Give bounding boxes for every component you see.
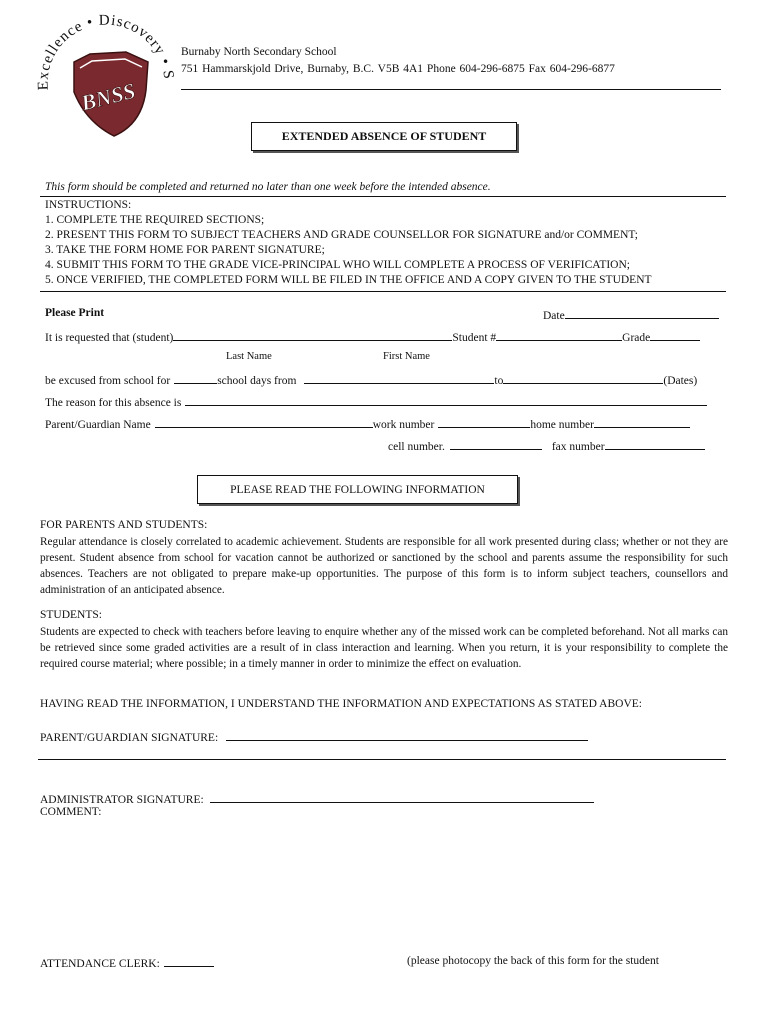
attendance-clerk-label: ATTENDANCE CLERK: xyxy=(40,958,160,970)
date-field[interactable] xyxy=(543,307,719,322)
logo-text: BNSS xyxy=(78,77,138,116)
parents-students-heading: FOR PARENTS AND STUDENTS: xyxy=(40,519,208,531)
fax-number-input-line[interactable] xyxy=(605,438,705,450)
comment-label: COMMENT: xyxy=(40,806,102,818)
contact-numbers-row xyxy=(388,438,705,453)
work-number-input-line[interactable] xyxy=(438,416,530,428)
attendance-clerk-row xyxy=(40,955,214,970)
attendance-clerk-input-line[interactable] xyxy=(164,955,214,967)
date-label: Date xyxy=(543,310,565,322)
form-title-box xyxy=(251,122,517,151)
first-name-caption: First Name xyxy=(383,351,430,362)
instructions-top-rule xyxy=(40,196,726,197)
student-number-input-line[interactable] xyxy=(496,329,622,341)
school-name: Burnaby North Secondary School xyxy=(181,46,337,58)
intro-note: This form should be completed and returned no later than one week before the intended absence. xyxy=(45,181,491,193)
excused-row xyxy=(45,372,697,387)
admin-signature-row xyxy=(40,791,594,806)
days-count-input-line[interactable] xyxy=(174,372,217,384)
instruction-item: 2. PRESENT THIS FORM TO SUBJECT TEACHERS AND GRADE COUNSELLOR FOR SIGNATURE and/or COMMENT; xyxy=(45,229,638,241)
cell-number-label: cell number. xyxy=(388,441,445,453)
parent-name-input-line[interactable] xyxy=(155,416,373,428)
date-input-line[interactable] xyxy=(565,307,719,319)
student-number-label: Student # xyxy=(452,332,497,344)
reason-row xyxy=(45,394,707,409)
from-date-input-line[interactable] xyxy=(304,372,494,384)
admin-signature-label: ADMINISTRATOR SIGNATURE: xyxy=(40,794,204,806)
last-name-caption: Last Name xyxy=(226,351,272,362)
student-name-input-line[interactable] xyxy=(173,329,452,341)
parent-name-label: Parent/Guardian Name xyxy=(45,419,151,431)
work-number-label: work number xyxy=(372,419,435,431)
acknowledgement-text: HAVING READ THE INFORMATION, I UNDERSTAND THE INFORMATION AND EXPECTATIONS AS STATED ABOVE: xyxy=(40,698,642,710)
signature-divider xyxy=(38,759,726,760)
parent-signature-input-line[interactable] xyxy=(226,729,588,741)
reason-label: The reason for this absence is xyxy=(45,397,182,409)
parent-signature-label: PARENT/GUARDIAN SIGNATURE: xyxy=(40,732,219,744)
read-info-heading: PLEASE READ THE FOLLOWING INFORMATION xyxy=(230,483,485,496)
read-info-box xyxy=(197,475,518,504)
grade-input-line[interactable] xyxy=(650,329,700,341)
grade-label: Grade xyxy=(622,332,651,344)
admin-signature-input-line[interactable] xyxy=(210,791,594,803)
requested-label: It is requested that (student) xyxy=(45,332,174,344)
students-body: Students are expected to check with teachers before leaving to enquire whether any of the missed work can be completed beforehand. Not all marks can be retrieved since some graded activities are a result of in class interaction and learning. When you return, it is your responsibility to complete the required course material; where possible; in a timely manner in order to minimize the effect on evaluation. xyxy=(40,626,728,670)
parent-name-row xyxy=(45,416,690,431)
reason-input-line[interactable] xyxy=(185,394,707,406)
school-days-from-label: school days from xyxy=(217,375,297,387)
instruction-item: 1. COMPLETE THE REQUIRED SECTIONS; xyxy=(45,214,265,226)
instruction-item: 4. SUBMIT THIS FORM TO THE GRADE VICE-PRINCIPAL WHO WILL COMPLETE A PROCESS OF VERIFICATION; xyxy=(45,259,630,271)
student-request-row xyxy=(45,329,700,344)
photocopy-note: (please photocopy the back of this form for the student xyxy=(407,955,659,967)
instructions-heading: INSTRUCTIONS: xyxy=(45,199,132,211)
home-number-label: home number xyxy=(530,419,594,431)
instruction-item: 5. ONCE VERIFIED, THE COMPLETED FORM WILL BE FILED IN THE OFFICE AND A COPY GIVEN TO THE STUDENT xyxy=(45,274,652,286)
fax-number-label: fax number xyxy=(551,441,605,453)
header-rule xyxy=(181,89,721,90)
parents-students-body: Regular attendance is closely correlated to academic achievement. Students are responsible for all work presented during class; whether or not they are present. Student absence from school for vacation cannot be authorized or sanctioned by the school and parents assume the responsibility for such absences. Teachers are not obligated to prepare make-up opportunities. The purpose of this form is to inform subject teachers, counsellors and administration of an anticipated absence. xyxy=(40,536,728,596)
please-print-label: Please Print xyxy=(45,307,105,319)
form-title: EXTENDED ABSENCE OF STUDENT xyxy=(281,129,487,143)
cell-number-input-line[interactable] xyxy=(450,438,542,450)
home-number-input-line[interactable] xyxy=(594,416,690,428)
school-logo xyxy=(30,12,175,142)
instructions-bottom-rule xyxy=(40,291,726,292)
excused-label: be excused from school for xyxy=(45,375,171,387)
instruction-item: 3. TAKE THE FORM HOME FOR PARENT SIGNATURE; xyxy=(45,244,325,256)
students-heading: STUDENTS: xyxy=(40,609,102,621)
dates-label: (Dates) xyxy=(663,375,698,387)
to-label: to xyxy=(494,375,504,387)
logo-motto: Excellence • Discovery • S xyxy=(35,12,175,91)
school-address: 751 Hammarskjold Drive, Burnaby, B.C. V5B 4A1 Phone 604-296-6875 Fax 604-296-6877 xyxy=(181,63,615,75)
to-date-input-line[interactable] xyxy=(503,372,663,384)
parent-signature-row xyxy=(40,729,588,744)
